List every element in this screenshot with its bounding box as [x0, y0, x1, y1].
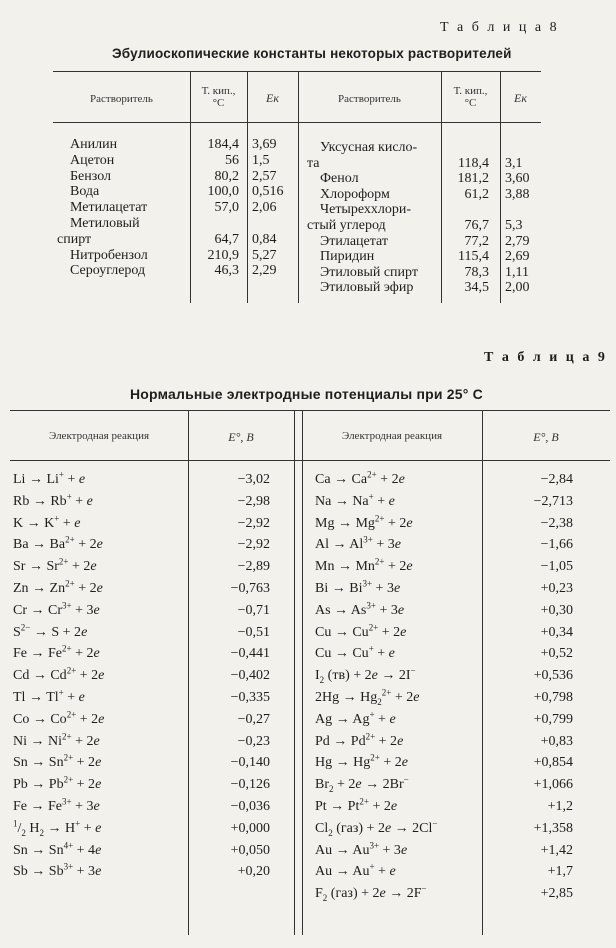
table8-left-bp: 64,7	[214, 231, 239, 247]
table8-number: Т а б л и ц а 8	[440, 20, 560, 35]
table8-right-name: Этиловый спирт	[320, 264, 418, 280]
table8-left-name: Ацетон	[70, 152, 115, 168]
table9-right-reaction: $Au \to Au^{3+} + 3e$	[315, 839, 408, 858]
table9-right-potential: −1,05	[540, 559, 573, 575]
table9-left-reaction: $Cd \to Cd^{2+} + 2e$	[13, 665, 105, 684]
table9-title: Нормальные электродные потенциалы при 25° С	[130, 386, 483, 402]
table9-left-potential: −3,02	[237, 472, 270, 487]
table8-right-ek: 2,00	[505, 280, 530, 296]
table8-left-ek: 5,27	[252, 247, 277, 263]
table8-left-ek: 3,69	[252, 137, 277, 152]
table8-right-bp: 34,5	[464, 280, 489, 296]
table8-left-name: Нитробензол	[70, 247, 148, 263]
table9-left-potential: −0,402	[230, 668, 270, 684]
table8-left-ek: 2,29	[252, 263, 277, 279]
table9-right-reaction: Cu → Cu+ + e	[315, 643, 395, 662]
table9-right-reaction: $Pd \to Pd^{2+} + 2e$	[315, 730, 404, 749]
table8-header-solvent-left: Растворитель	[90, 93, 153, 105]
table9-right-potential: +0,52	[540, 646, 573, 662]
table8-right-name: стый углерод	[307, 218, 386, 233]
table9-left-potential: −0,441	[230, 646, 270, 662]
table9-right-reaction: $Hg \to Hg^{2+} + 2e$	[315, 752, 408, 771]
table9-left-reaction: $Sb \to Sb^{3+} + 3e$	[13, 861, 102, 880]
table9-right-reaction: $Pt \to Pt^{2+} + 2e$	[315, 796, 398, 814]
table9-right-reaction: $Al \to Al^{3+} + 3e$	[315, 534, 401, 553]
table8-right-bp: 78,3	[464, 264, 489, 280]
table9-left-potential: −0,335	[230, 690, 270, 705]
table9-right-potential: +0,23	[540, 581, 573, 596]
table9-left-reaction: $Co \to Co^{2+} + 2e$	[13, 709, 105, 727]
table8-right-bp: 181,2	[457, 171, 489, 187]
table9-right-potential: +2,85	[540, 886, 573, 902]
table8-header-ek-left: Eк	[266, 91, 279, 105]
table9-right-reaction: $Mg \to Mg^{2+} + 2e$	[315, 512, 413, 531]
table9-right-potential: −2,38	[540, 515, 573, 531]
table9-right-reaction: $Bi \to Bi^{3+} + 3e$	[315, 578, 401, 596]
table9-right-potential: +1,2	[547, 799, 573, 814]
table9-left-potential: +0,20	[237, 864, 270, 880]
table9-right-potential: +0,30	[540, 602, 573, 618]
table8-left-ek: 0,516	[252, 184, 284, 200]
table9-left-potential: −0,27	[237, 711, 270, 727]
table9-right-reaction: $As \to As^{3+} + 3e$	[315, 600, 405, 618]
table8-right-name: Пиридин	[320, 249, 375, 265]
table8-right-bp: 61,2	[464, 186, 489, 202]
table9-right-potential: +1,358	[533, 820, 573, 836]
table9-right-reaction: $Ca \to Ca^{2+} + 2e$	[315, 469, 405, 487]
table9-right-reaction: Ag → Ag+ + e	[315, 709, 396, 727]
table9-right-reaction: $F_2$ (газ) + 2e → 2F−	[315, 883, 427, 903]
table9-left-potential: −0,23	[237, 733, 270, 749]
table8-left-bp: 184,4	[207, 137, 239, 152]
table9-left-potential: −2,92	[237, 537, 270, 553]
table9-left-reaction: Rb → Rb+ + e	[13, 491, 93, 509]
table9-header-potential-right: E°, В	[533, 430, 559, 444]
table9-left-reaction: $Pb \to Pb^{2+} + 2e$	[13, 774, 102, 793]
table9-left-potential: −0,140	[230, 755, 270, 771]
table9-right-potential: −2,713	[533, 493, 573, 509]
table8-right-ek: 3,1	[505, 155, 523, 171]
table8-left-name: Сероуглерод	[70, 263, 146, 279]
table8-right-bp: 76,7	[464, 218, 489, 233]
table9-left-reaction: $Fe \to Fe^{2+} + 2e$	[13, 643, 100, 662]
table9-left-potential: −2,92	[237, 515, 270, 531]
table9-right-potential: +0,83	[540, 733, 573, 749]
table9-right-reaction: $Cl_2$ (газ) + 2e → 2Cl−	[315, 818, 438, 838]
table9-left-reaction: $Cr \to Cr^{3+} + 3e$	[13, 600, 100, 618]
table8-left-bp: 56	[225, 152, 239, 168]
table8-left-name: Вода	[70, 184, 100, 200]
table8-left-ek: 2,57	[252, 168, 277, 184]
table8-left-bp: 100,0	[207, 184, 239, 200]
table9-right-potential: +0,798	[533, 690, 573, 705]
table9-left-potential: +0,050	[230, 842, 270, 858]
table8-left-bp: 210,9	[207, 247, 239, 263]
table8-right-ek: 3,88	[505, 186, 530, 202]
table9-left-reaction: $Ba \to Ba^{2+} + 2e$	[13, 534, 103, 553]
table9-header-reaction-right: Электродная реакция	[341, 430, 443, 442]
table9-left-reaction: $Zn \to Zn^{2+} + 2e$	[13, 578, 103, 596]
table8-header-bp-left: Т. кип., °С	[201, 85, 236, 109]
table8-left-name: спирт	[57, 231, 92, 247]
table9-right-potential: +1,42	[540, 842, 573, 858]
table9-left-potential: −0,51	[237, 624, 270, 640]
table9-right-reaction: Na → Na+ + e	[315, 491, 395, 509]
table9-left-reaction: Tl → Tl+ + e	[13, 687, 85, 705]
table9-left-reaction: $Ni \to Ni^{2+} + 2e$	[13, 730, 100, 749]
table9-right-potential: +1,7	[547, 864, 573, 880]
table8-right-name: та	[307, 155, 320, 171]
table8-left-name: Анилин	[70, 137, 118, 152]
table8-header-solvent-right: Растворитель	[338, 93, 401, 105]
table9-number: Т а б л и ц а 9	[484, 350, 608, 365]
table9-left-reaction: $Sr \to Sr^{2+} + 2e$	[13, 556, 97, 575]
table9-left-reaction: K → K+ + e	[13, 512, 81, 531]
table9-left-reaction: Li → Li+ + e	[13, 469, 86, 487]
table8-right-bp: 77,2	[464, 233, 489, 249]
table9-left-potential: −0,036	[230, 799, 270, 814]
table8-right-ek: 2,69	[505, 249, 530, 265]
table8-left-ek: 1,5	[252, 152, 270, 168]
table9-right-reaction: $I_2$ (тв) + 2e → 2I−	[315, 665, 416, 685]
table9-left-reaction: $Fe \to Fe^{3+} + 3e$	[13, 796, 100, 814]
table8-right-name: Этиловый эфир	[320, 280, 414, 296]
table9-left-reaction: $^1/_2$ $H_2 \to H^+ + e$	[13, 818, 102, 838]
table9-left-reaction: $Sn \to Sn^{2+} + 2e$	[13, 752, 102, 771]
table9-right-potential: +0,34	[540, 624, 573, 640]
table9-left-potential: −0,71	[237, 602, 270, 618]
table8-left-ek: 2,06	[252, 200, 277, 216]
table8-right-name: Этилацетат	[320, 233, 389, 249]
table9-right-potential: −2,84	[540, 472, 573, 487]
table8-title: Эбулиоскопические константы некоторых растворителей	[112, 46, 512, 61]
table9-right-potential: +0,854	[533, 755, 573, 771]
table8-right-name: Четыреххлори-	[320, 202, 412, 218]
table9-right-potential: +0,536	[533, 668, 573, 684]
table8-right-ek: 2,79	[505, 233, 530, 249]
table8-right-name: Уксусная кисло-	[320, 140, 418, 155]
table9-right-reaction: $Cu \to Cu^{2+} + 2e$	[315, 621, 407, 640]
table9-right-reaction: Au → Au+ + e	[315, 861, 396, 880]
table8-left-bp: 80,2	[214, 168, 239, 184]
table8-right-bp: 118,4	[458, 155, 489, 171]
table9-left-potential: −2,89	[237, 559, 270, 575]
table9-left-reaction: $S^{2-} \to S + 2e$	[13, 621, 88, 640]
table9-right-potential: +1,066	[533, 777, 573, 793]
table9-header-potential-left: E°, В	[228, 430, 254, 444]
table8-right-ek: 5,3	[505, 218, 523, 233]
table8-right-ek: 3,60	[505, 171, 530, 187]
table9-left-potential: −2,98	[237, 493, 270, 509]
table8-left-ek: 0,84	[252, 231, 277, 247]
table8-header-bp-right: Т. кип., °С	[453, 85, 488, 109]
table8-left-name: Бензол	[70, 168, 111, 184]
table9-right-potential: −1,66	[540, 537, 573, 553]
table9-left-reaction: $Sn \to Sn^{4+} + 4e$	[13, 839, 102, 858]
table8-left-name: Метиловый	[70, 216, 140, 231]
table8-right-name: Фенол	[320, 171, 359, 187]
table8-left-name: Метилацетат	[70, 200, 148, 216]
table9-right-potential: +0,799	[533, 711, 573, 727]
table9-left-potential: +0,000	[230, 820, 270, 836]
table8-header-ek-right: Eк	[514, 91, 527, 105]
table8-right-name: Хлороформ	[320, 186, 390, 202]
table8-left-bp: 46,3	[214, 263, 239, 279]
table8-right-ek: 1,11	[505, 264, 529, 280]
table8-left-bp: 57,0	[214, 200, 239, 216]
table8-right-bp: 115,4	[458, 249, 489, 265]
table9-right-reaction: $2Hg \to Hg_2^{2+} + 2e$	[315, 687, 420, 707]
table9-header-reaction-left: Электродная реакция	[48, 430, 150, 442]
table9-right-reaction: $Br_2 + 2e \to 2Br^-$	[315, 774, 409, 794]
table9-left-potential: −0,763	[230, 581, 270, 596]
table9-right-reaction: $Mn \to Mn^{2+} + 2e$	[315, 556, 413, 575]
table9-left-potential: −0,126	[230, 777, 270, 793]
